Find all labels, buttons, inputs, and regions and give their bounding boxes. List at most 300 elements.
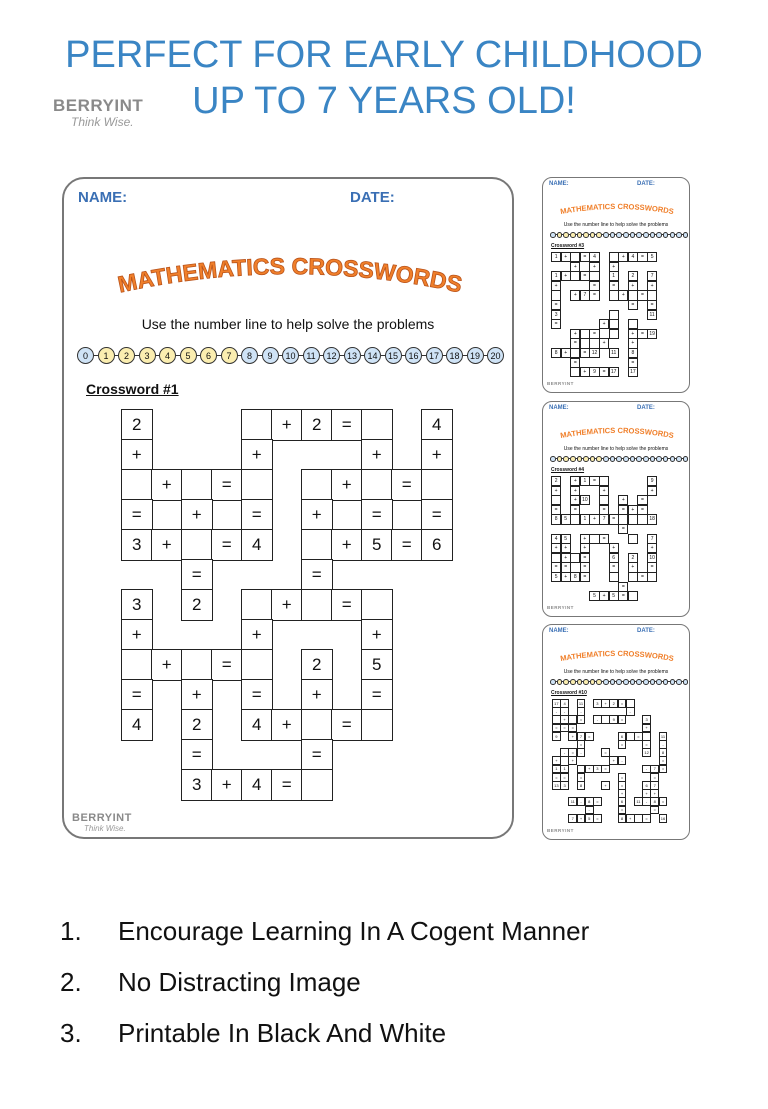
crossword-cell: - [552,707,561,716]
crossword-cell: = [618,582,628,592]
crossword-cell: = [577,740,586,749]
number-line-circle: 16 [405,347,422,364]
crossword-cell: = [121,679,153,711]
crossword-cell-blank[interactable] [241,589,273,621]
crossword-cell: = [589,476,599,486]
crossword-cell: + [599,338,609,348]
crossword-cell: + [585,765,594,774]
crossword-cell-blank[interactable] [181,469,213,501]
number-line-circle [683,456,689,462]
instruction-text: Use the number line to help solve the problems [141,316,435,332]
crossword-cell: + [642,724,651,733]
crossword-cell: 8 [659,748,668,757]
crossword-cell: + [568,756,577,765]
crossword-cell: 5 [589,591,599,601]
crossword-cell: = [580,572,590,582]
crossword-cell: = [618,781,627,790]
number-line [77,347,504,364]
crossword-cell: 6 [421,529,453,561]
crossword-cell: = [580,271,590,281]
number-line-connector [463,355,467,357]
brand-tagline: Think Wise. [84,824,126,833]
crossword-cell: 3 [560,781,569,790]
crossword-cell: + [151,469,183,501]
crossword-cell: 9 [589,367,599,377]
crossword-cell: = [618,773,627,782]
crossword-cell: = [609,562,619,572]
crossword-cell: = [577,715,586,724]
crossword-cell: + [561,252,571,262]
crossword-cell: + [589,262,599,272]
crossword-cell: 5 [551,572,561,582]
crossword-cell: 2 [628,553,638,563]
crossword-cell: = [577,773,586,782]
crossword-cell: + [580,534,590,544]
crossword-cell-blank[interactable] [421,469,453,501]
worksheet-title-text: MATHEMATICS CROSSWORDS [115,252,465,298]
worksheet-title [543,422,690,448]
crossword-cell: = [634,732,643,741]
crossword-cell: = [570,358,580,368]
number-line-circle: 10 [282,347,299,364]
crossword-cell: = [561,562,571,572]
crossword-cell: 5 [585,814,594,823]
crossword-cell: 2 [181,709,213,741]
number-line-circle: 9 [262,347,279,364]
crossword-cell: + [151,529,183,561]
crossword-cell-blank[interactable] [241,649,273,681]
brand-logo-sheet [547,605,574,610]
crossword-cell: + [551,486,561,496]
number-line-circle: 8 [241,347,258,364]
crossword-cell-blank[interactable] [241,469,273,501]
crossword-cell: = [211,529,243,561]
crossword-cell: = [551,319,561,329]
crossword-cell: = [593,814,602,823]
brand-name: BERRYINT [547,605,574,610]
crossword-cell: 11 [647,310,657,320]
crossword-cell: = [551,300,561,310]
crossword-cell: 3 [121,529,153,561]
crossword-cell: = [391,469,423,501]
crossword-cell: = [580,252,590,262]
number-line-circle: 0 [77,347,94,364]
crossword-cell: + [599,486,609,496]
number-line-circle: 13 [344,347,361,364]
crossword-cell-blank[interactable] [121,649,153,681]
crossword-cell: + [618,252,628,262]
crossword-cell: 7 [580,290,590,300]
crossword-cell: + [552,756,561,765]
crossword-cell: 1 [580,476,590,486]
crossword-cell-blank[interactable] [301,529,333,561]
crossword-cell: + [181,679,213,711]
crossword-cell: = [601,765,610,774]
crossword-cell-blank[interactable] [301,769,333,801]
crossword-cell: 1 [551,252,561,262]
feature-number: 1. [60,916,82,946]
feature-number: 3. [60,1018,82,1048]
crossword-cell: = [361,499,393,531]
crossword-cell: - [659,740,668,749]
crossword-cell: = [642,740,651,749]
crossword-cell: - [626,707,635,716]
crossword-cell: + [361,619,393,651]
crossword-cell: + [241,619,273,651]
brand-logo-sheet [72,813,132,833]
crossword-title: Crossword #3 [551,243,585,249]
crossword-cell: - [618,756,627,765]
crossword-cell: = [642,814,651,823]
crossword-cell-blank[interactable] [361,409,393,441]
crossword-cell: 4 [241,529,273,561]
number-line-circle: 1 [98,347,115,364]
crossword-cell: = [628,300,638,310]
number-line-circle: 4 [159,347,176,364]
crossword-cell: 4 [241,709,273,741]
crossword-cell: = [421,499,453,531]
worksheet-thumbnail-3 [542,624,690,840]
crossword-cell: + [570,495,580,505]
crossword-cell: - [642,765,651,774]
headline-line-1: PERFECT FOR EARLY CHILDHOOD [65,34,703,76]
worksheet-thumbnail-1 [542,177,690,393]
crossword-cell: - [560,707,569,716]
crossword-cell: + [618,789,627,798]
crossword-cell: + [628,338,638,348]
crossword-cell: 17 [609,367,619,377]
feature-number: 2. [60,967,82,997]
crossword-cell: 7 [647,534,657,544]
crossword-cell: 7 [568,814,577,823]
crossword-cell: 2 [609,699,618,708]
crossword-cell: + [618,290,628,300]
crossword-cell: - [560,748,569,757]
number-line-circle: 11 [303,347,320,364]
crossword-cell-blank[interactable] [361,709,393,741]
crossword-cell-blank[interactable] [121,469,153,501]
crossword-cell-blank[interactable] [609,329,619,339]
crossword-cell: = [628,358,638,368]
crossword-cell: 9 [609,715,618,724]
crossword-cell: + [570,486,580,496]
crossword-cell: 4 [560,699,569,708]
crossword-cell: 4 [589,252,599,262]
crossword-cell: 7 [577,732,586,741]
crossword-cell-blank[interactable] [628,591,638,601]
crossword-cell: 3 [121,589,153,621]
crossword-cell: 7 [647,271,657,281]
crossword-cell: = [331,709,363,741]
crossword-cell: 3 [551,310,561,320]
crossword-cell: = [650,773,659,782]
worksheet-thumbnail-2 [542,401,690,617]
crossword-cell: + [601,781,610,790]
name-label: NAME: [549,181,569,187]
crossword-cell: 11 [568,797,577,806]
crossword-cell: = [331,589,363,621]
crossword-cell: 17 [552,699,561,708]
crossword-cell: 8 [551,514,561,524]
crossword-cell: = [618,715,627,724]
feature-item-3 [60,1018,446,1049]
crossword-cell: = [570,338,580,348]
crossword-cell: + [570,329,580,339]
crossword-cell: = [551,505,561,515]
number-line-circle: 12 [323,347,340,364]
crossword-cell: + [647,486,657,496]
crossword-cell: + [121,619,153,651]
brand-name: BERRYINT [547,828,574,833]
worksheet-title [543,645,690,671]
crossword-cell: 1 [560,765,569,774]
crossword-cell: = [618,591,628,601]
brand-name: BERRYINT [547,381,574,386]
crossword-cell: 5 [647,252,657,262]
crossword-cell: = [391,529,423,561]
crossword-cell: = [637,290,647,300]
crossword-cell: = [637,572,647,582]
number-line-connector [176,355,180,357]
crossword-cell: 4 [121,709,153,741]
brand-name: BERRYINT [72,812,132,824]
name-label: NAME: [78,189,128,206]
brand-logo-sheet [547,381,574,386]
crossword-cell-blank[interactable] [647,572,657,582]
crossword-cell: 2 [301,649,333,681]
crossword-cell: = [551,562,561,572]
crossword-cell: = [181,739,213,771]
crossword-cell: = [618,524,628,534]
crossword-cell: + [361,439,393,471]
crossword-cell-blank[interactable] [181,649,213,681]
svg-text:MATHEMATICS CROSSWORDS [559,426,674,440]
number-line-circle: 3 [139,347,156,364]
crossword-cell: 11 [609,348,619,358]
crossword-cell: + [331,469,363,501]
crossword-cell-blank[interactable] [361,589,393,621]
crossword-cell: 7 [599,514,609,524]
brand-logo-top [53,96,143,128]
crossword-cell: = [599,534,609,544]
brand-name: BERRYINT [53,96,144,115]
crossword-cell: - [593,715,602,724]
date-label: DATE: [637,181,655,187]
crossword-cell: + [642,789,651,798]
crossword-cell: 8 [570,572,580,582]
crossword-cell: 13 [552,781,561,790]
crossword-cell: + [271,709,303,741]
crossword-cell: = [580,348,590,358]
crossword-cell: 4 [628,252,638,262]
crossword-cell: 11 [577,699,586,708]
crossword-cell-blank[interactable] [301,589,333,621]
crossword-cell: = [585,732,594,741]
crossword-cell: + [628,562,638,572]
number-line-connector [340,355,344,357]
crossword-cell: + [628,329,638,339]
crossword-cell-blank[interactable] [181,529,213,561]
crossword-cell: 12 [589,348,599,358]
crossword-cell: + [568,732,577,741]
crossword-cell: 1 [552,765,561,774]
crossword-cell: 6 [609,553,619,563]
crossword-cell-blank[interactable] [361,469,393,501]
crossword-cell: 3 [593,699,602,708]
number-line [550,679,688,685]
crossword-cell-blank[interactable] [241,409,273,441]
crossword-cell: 8 [618,814,627,823]
number-line-circle: 6 [200,347,217,364]
crossword-cell: = [618,699,627,708]
number-line-connector [299,355,303,357]
crossword-cell: - [577,707,586,716]
crossword-cell: + [601,699,610,708]
instruction-text: Use the number line to help solve the problems [563,669,669,675]
instruction-text: Use the number line to help solve the problems [563,222,669,228]
crossword-cell: + [301,499,333,531]
crossword-cell: 3 [642,715,651,724]
crossword-cell: + [628,281,638,291]
number-line-circle: 7 [221,347,238,364]
number-line-circle: 2 [118,347,135,364]
crossword-cell: 5 [361,529,393,561]
number-line [550,232,688,238]
crossword-cell: + [241,439,273,471]
number-line-circle: 17 [426,347,443,364]
crossword-cell: 3 [593,765,602,774]
crossword-cell: = [211,649,243,681]
crossword-cell: 4 [551,534,561,544]
crossword-cell: + [271,589,303,621]
crossword-cell: = [121,499,153,531]
crossword-cell: + [551,543,561,553]
crossword-cell: + [151,649,183,681]
crossword-cell: 6 [618,732,627,741]
crossword-cell: + [599,591,609,601]
crossword-cell: + [271,409,303,441]
number-line-connector [135,355,139,357]
crossword-cell: = [589,290,599,300]
worksheet-title-text: MATHEMATICS CROSSWORDS [559,648,675,664]
crossword-cell: 3 [181,769,213,801]
feature-text: Encourage Learning In A Cogent Manner [118,916,590,946]
crossword-cell-blank[interactable] [301,709,333,741]
crossword-cell: 5 [361,649,393,681]
crossword-cell: + [561,543,571,553]
crossword-cell: = [361,679,393,711]
crossword-cell: = [241,679,273,711]
number-line-circle: 5 [180,347,197,364]
crossword-cell: 2 [628,271,638,281]
crossword-cell: = [560,773,569,782]
crossword-cell: = [331,409,363,441]
crossword-cell: + [580,367,590,377]
crossword-cell: 1 [551,271,561,281]
crossword-cell: + [560,715,569,724]
crossword-cell: = [599,505,609,515]
crossword-cell: = [211,469,243,501]
crossword-cell: 2 [121,409,153,441]
crossword-cell: 10 [580,495,590,505]
headline-line-2: UP TO 7 YEARS OLD! [192,80,576,122]
crossword-cell: = [659,797,668,806]
crossword-cell: = [599,367,609,377]
brand-tagline: Think Wise. [71,115,134,129]
name-label: NAME: [549,628,569,634]
crossword-cell: 8 [585,797,594,806]
crossword-cell: + [181,499,213,531]
crossword-cell: = [568,748,577,757]
crossword-cell: 19 [647,329,657,339]
crossword-cell-blank[interactable] [301,469,333,501]
worksheet-title-text: MATHEMATICS CROSSWORDS [559,425,675,441]
crossword-cell: 4 [241,769,273,801]
crossword-cell: = [659,756,668,765]
crossword-cell: = [618,806,627,815]
worksheet-title-text: MATHEMATICS CROSSWORDS [559,201,675,217]
crossword-cell: + [599,319,609,329]
feature-item-1 [60,916,589,947]
svg-text:MATHEMATICS CROSSWORDS [559,202,674,216]
crossword-cell: = [637,495,647,505]
number-line-connector [258,355,262,357]
crossword-cell: 2 [181,589,213,621]
crossword-cell: = [580,553,590,563]
worksheet-main [62,177,514,839]
number-line-circle: 19 [467,347,484,364]
worksheet-title [543,198,690,224]
crossword-title: Crossword #1 [86,381,179,397]
crossword-cell: + [618,495,628,505]
svg-text:MATHEMATICS CROSSWORDS [116,253,465,298]
crossword-cell: = [568,724,577,733]
crossword-cell: + [570,476,580,486]
crossword-cell: + [609,543,619,553]
crossword-cell: 6 [642,781,651,790]
instruction-text: Use the number line to help solve the problems [563,446,669,452]
number-line [550,456,688,462]
number-line-circle: 14 [364,347,381,364]
crossword-cell: = [560,724,569,733]
crossword-cell-blank[interactable] [628,534,638,544]
crossword-cell: + [577,814,586,823]
crossword-cell: + [589,514,599,524]
crossword-cell: 8 [650,797,659,806]
crossword-cell: = [570,505,580,515]
crossword-cell: = [637,505,647,515]
crossword-cell: 18 [647,514,657,524]
crossword-cell: + [647,281,657,291]
feature-item-2 [60,967,361,998]
crossword-cell: 11 [659,732,668,741]
crossword-cell: = [301,559,333,591]
crossword-cell: + [551,281,561,291]
crossword-cell: 17 [628,367,638,377]
crossword-cell: + [561,348,571,358]
crossword-cell: = [552,773,561,782]
number-line-circle: 15 [385,347,402,364]
crossword-cell: = [647,300,657,310]
brand-logo-sheet [547,828,574,833]
crossword-cell: 8 [577,781,586,790]
crossword-cell: + [421,439,453,471]
crossword-cell: + [301,679,333,711]
crossword-cell: 16 [659,814,668,823]
crossword-cell: 2 [551,476,561,486]
feature-text: Printable In Black And White [118,1018,447,1048]
crossword-cell: = [552,724,561,733]
